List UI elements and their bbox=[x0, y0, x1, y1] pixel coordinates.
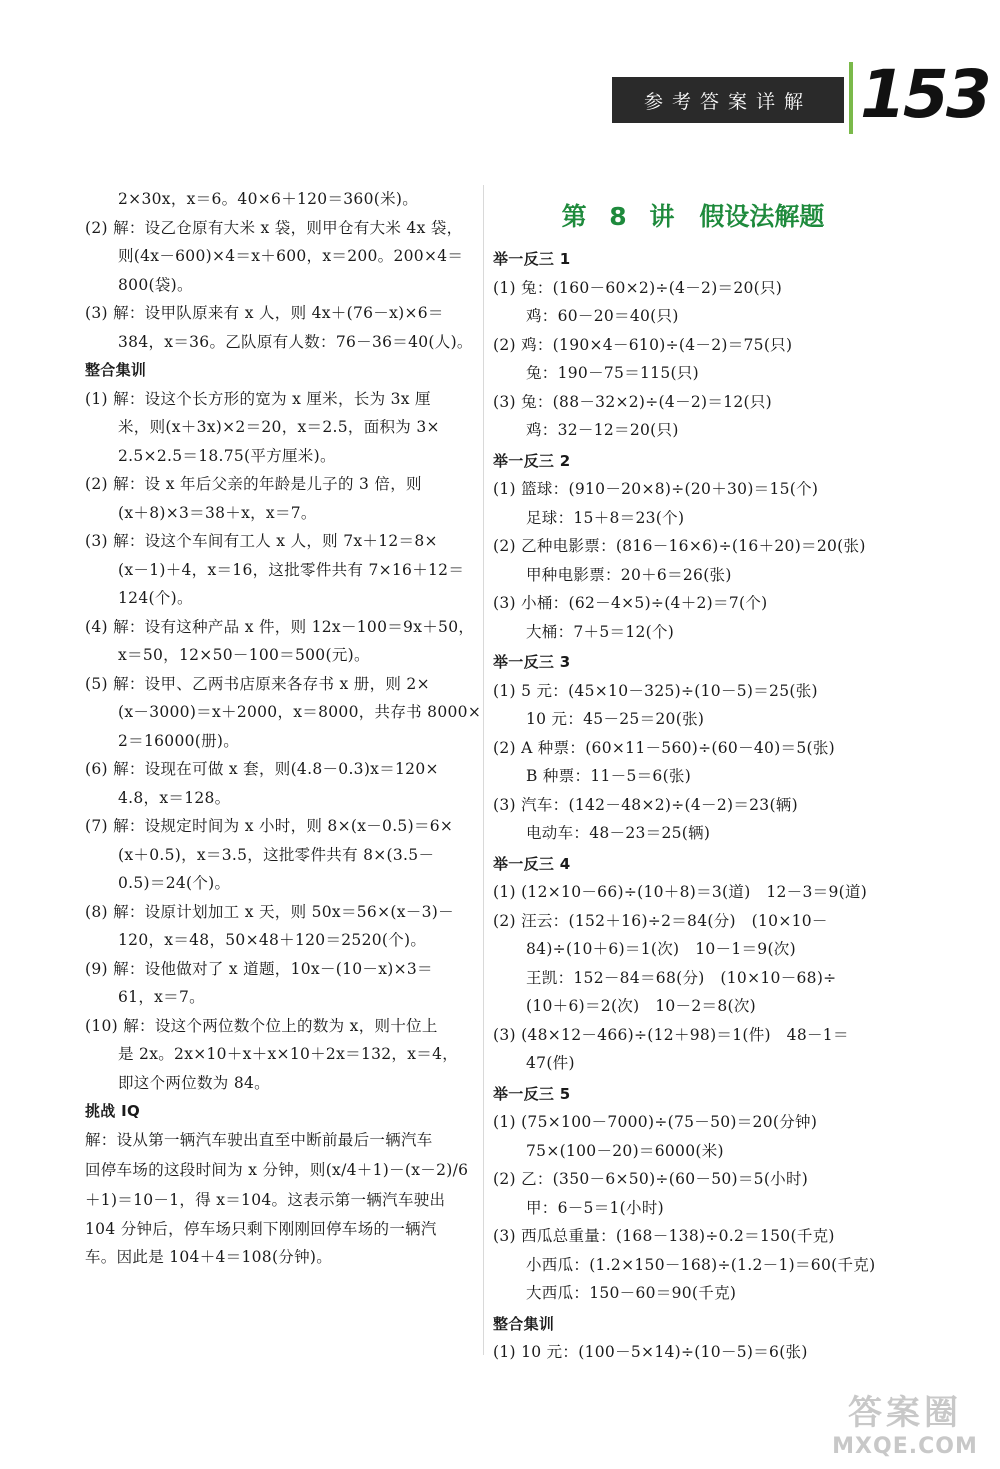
answer-line: 是 2x。2x×10＋x＋x×10＋2x＝132，x＝4， bbox=[118, 1045, 459, 1063]
answer-line: (1) (12×10－66)÷(10＋8)＝3(道) 12－3＝9(道) bbox=[493, 883, 868, 901]
answer-line: 鸡：32－12＝20(只) bbox=[526, 421, 679, 439]
answer-explanation-header bbox=[612, 77, 844, 123]
answer-line: (3) 小桶：(62－4×5)÷(4＋2)＝7(个) bbox=[493, 594, 768, 612]
answer-line: (1) 5 元：(45×10－325)÷(10－5)＝25(张) bbox=[493, 681, 818, 700]
answer-line: 75×(100－20)＝6000(米) bbox=[526, 1141, 724, 1160]
answer-line: 王凯：152－84＝68(分) (10×10－68)÷ bbox=[526, 968, 837, 987]
answer-line: (1) 解：设这个长方形的宽为 x 厘米，长为 3x 厘 bbox=[85, 389, 431, 408]
answer-line: (3) (48×12－466)÷(12＋98)＝1(件) 48－1＝ bbox=[493, 1025, 849, 1044]
answer-line: (x－3000)＝x＋2000，x＝8000，共存书 8000× bbox=[118, 703, 482, 721]
answer-line: (7) 解：设规定时间为 x 小时，则 8×(x－0.5)＝6× bbox=[85, 817, 454, 835]
answer-line: 2＝16000(册)。 bbox=[118, 731, 240, 750]
answer-line: 61，x＝7。 bbox=[118, 988, 205, 1006]
answer-line: 4.8，x＝128。 bbox=[118, 788, 231, 807]
watermark-url: MXQE.COM bbox=[832, 1434, 978, 1459]
answer-line: (3) 兔：(88－32×2)÷(4－2)＝12(只) bbox=[493, 392, 772, 411]
answer-line: 800(袋)。 bbox=[118, 275, 193, 294]
answer-line: (2) 鸡：(190×4－610)÷(4－2)＝75(只) bbox=[493, 335, 793, 354]
answer-line: 甲：6－5＝1(小时) bbox=[526, 1198, 664, 1217]
answer-line: 2×30x，x＝6。40×6＋120＝360(米)。 bbox=[118, 190, 419, 208]
answer-line: (x＋0.5)，x＝3.5，这批零件共有 8×(3.5－ bbox=[118, 845, 435, 864]
answer-line: (x－1)＋4，x＝16，这批零件共有 7×16＋12＝ bbox=[118, 560, 465, 579]
header-divider bbox=[849, 62, 853, 134]
answer-line: (8) 解：设原计划加工 x 天，则 50x＝56×(x－3)－ bbox=[85, 902, 454, 921]
answer-line: (2) 乙种电影票：(816－16×6)÷(16＋20)＝20(张) bbox=[493, 537, 866, 555]
section-heading: 举一反三 5 bbox=[493, 1084, 571, 1103]
answer-line: 足球：15＋8＝23(个) bbox=[526, 508, 685, 527]
answer-line: (3) 解：设这个车间有工人 x 人，则 7x＋12＝8× bbox=[85, 532, 438, 550]
answer-line: 即这个两位数为 84。 bbox=[118, 1073, 270, 1092]
right-column bbox=[493, 197, 893, 1367]
answer-line: (4) 解：设有这种产品 x 件，则 12x－100＝9x＋50， bbox=[85, 617, 475, 636]
watermark bbox=[820, 1385, 990, 1459]
answer-line: ＋1)＝10－1，得 x＝104。这表示第一辆汽车驶出 bbox=[85, 1191, 446, 1209]
header-label: 参考答案详解 bbox=[643, 90, 812, 113]
section-heading: 举一反三 4 bbox=[493, 854, 571, 873]
answer-line: (1) 10 元：(100－5×14)÷(10－5)＝6(张) bbox=[493, 1343, 808, 1361]
answer-line: 84)÷(10＋6)＝1(次) 10－1＝9(次) bbox=[526, 940, 796, 958]
answer-line: 大桶：7＋5＝12(个) bbox=[526, 622, 675, 641]
answer-line: x＝50，12×50－100＝500(元)。 bbox=[118, 646, 370, 664]
answer-line: 米，则(x＋3x)×2＝20，x＝2.5，面积为 3× bbox=[118, 418, 440, 436]
page-number: 153 bbox=[860, 56, 989, 133]
section-heading: 整合集训 bbox=[493, 1314, 555, 1333]
answer-line: (3) 解：设甲队原来有 x 人，则 4x＋(76－x)×6＝ bbox=[85, 304, 444, 322]
answer-line: (1) 兔：(160－60×2)÷(4－2)＝20(只) bbox=[493, 278, 783, 297]
section-heading: 举一反三 3 bbox=[493, 653, 571, 671]
left-column bbox=[85, 185, 482, 1272]
answer-line: 120，x＝48，50×48＋120＝2520(个)。 bbox=[118, 931, 427, 949]
answer-line: 大西瓜：150－60＝90(千克) bbox=[526, 1284, 737, 1302]
answer-line: 甲种电影票：20＋6＝26(张) bbox=[526, 565, 732, 584]
answer-line: (10) 解：设这个两位数个位上的数为 x，则十位上 bbox=[85, 1016, 438, 1035]
answer-line: (2) A 种票：(60×11－560)÷(60－40)＝5(张) bbox=[493, 738, 835, 757]
answer-line: 104 分钟后，停车场只剩下刚刚回停车场的一辆汽 bbox=[85, 1219, 437, 1238]
answer-line: (1) (75×100－7000)÷(75－50)＝20(分钟) bbox=[493, 1113, 818, 1131]
section-heading: 挑战 IQ bbox=[85, 1102, 141, 1120]
answer-line: 47(件) bbox=[526, 1054, 575, 1072]
answer-line: (2) 乙：(350－6×50)÷(60－50)＝5(小时) bbox=[493, 1170, 809, 1188]
section-heading: 举一反三 2 bbox=[493, 451, 571, 470]
answer-line: 鸡：60－20＝40(只) bbox=[526, 307, 679, 325]
answer-line: 回停车场的这段时间为 x 分钟，则(x/4＋1)－(x－2)/6 bbox=[85, 1161, 469, 1179]
answer-line: (3) 西瓜总重量：(168－138)÷0.2＝150(千克) bbox=[493, 1227, 835, 1245]
answer-line: (6) 解：设现在可做 x 套，则(4.8－0.3)x＝120× bbox=[85, 760, 439, 778]
lesson-title: 第 8 讲 假设法解题 bbox=[561, 202, 825, 231]
answer-line: 车。因此是 104＋4＝108(分钟)。 bbox=[85, 1248, 333, 1266]
right-column-lines bbox=[493, 245, 893, 1367]
answer-line: 2.5×2.5＝18.75(平方厘米)。 bbox=[118, 446, 336, 465]
answer-line: 124(个)。 bbox=[118, 589, 193, 607]
answer-line: (2) 汪云：(152＋16)÷2＝84(分) (10×10－ bbox=[493, 911, 828, 930]
answer-line: (2) 解：设乙仓原有大米 x 袋，则甲仓有大米 4x 袋， bbox=[85, 218, 463, 237]
answer-line: 则(4x－600)×4＝x＋600，x＝200。200×4＝ bbox=[118, 247, 464, 265]
answer-line: (3) 汽车：(142－48×2)÷(4－2)＝23(辆) bbox=[493, 795, 798, 814]
section-heading: 举一反三 1 bbox=[493, 250, 571, 268]
answer-line: (5) 解：设甲、乙两书店原来各存书 x 册，则 2× bbox=[85, 674, 430, 693]
answer-line: 兔：190－75＝115(只) bbox=[526, 364, 699, 382]
answer-line: (2) 解：设 x 年后父亲的年龄是儿子的 3 倍，则 bbox=[85, 475, 422, 493]
section-heading: 整合集训 bbox=[85, 361, 147, 379]
answer-line: 小西瓜：(1.2×150－168)÷(1.2－1)＝60(千克) bbox=[526, 1255, 876, 1274]
answer-line: 解：设从第一辆汽车驶出直至中断前最后一辆汽车 bbox=[85, 1130, 433, 1149]
answer-line: 384，x＝36。乙队原有人数：76－36＝40(人)。 bbox=[118, 332, 473, 351]
answer-line: (10＋6)＝2(次) 10－2＝8(次) bbox=[526, 997, 756, 1015]
column-divider bbox=[483, 185, 484, 1355]
answer-line: 0.5)＝24(个)。 bbox=[118, 874, 231, 892]
watermark-logo-text: 答案圈 bbox=[848, 1393, 962, 1433]
answer-line: (9) 解：设他做对了 x 道题，10x－(10－x)×3＝ bbox=[85, 959, 433, 978]
answer-line: B 种票：11－5＝6(张) bbox=[526, 767, 692, 785]
answer-line: 电动车：48－23＝25(辆) bbox=[526, 824, 711, 842]
answer-line: (x＋8)×3＝38＋x，x＝7。 bbox=[118, 503, 317, 522]
answer-line: 10 元：45－25＝20(张) bbox=[526, 710, 705, 728]
answer-line: (1) 篮球：(910－20×8)÷(20＋30)＝15(个) bbox=[493, 480, 819, 498]
